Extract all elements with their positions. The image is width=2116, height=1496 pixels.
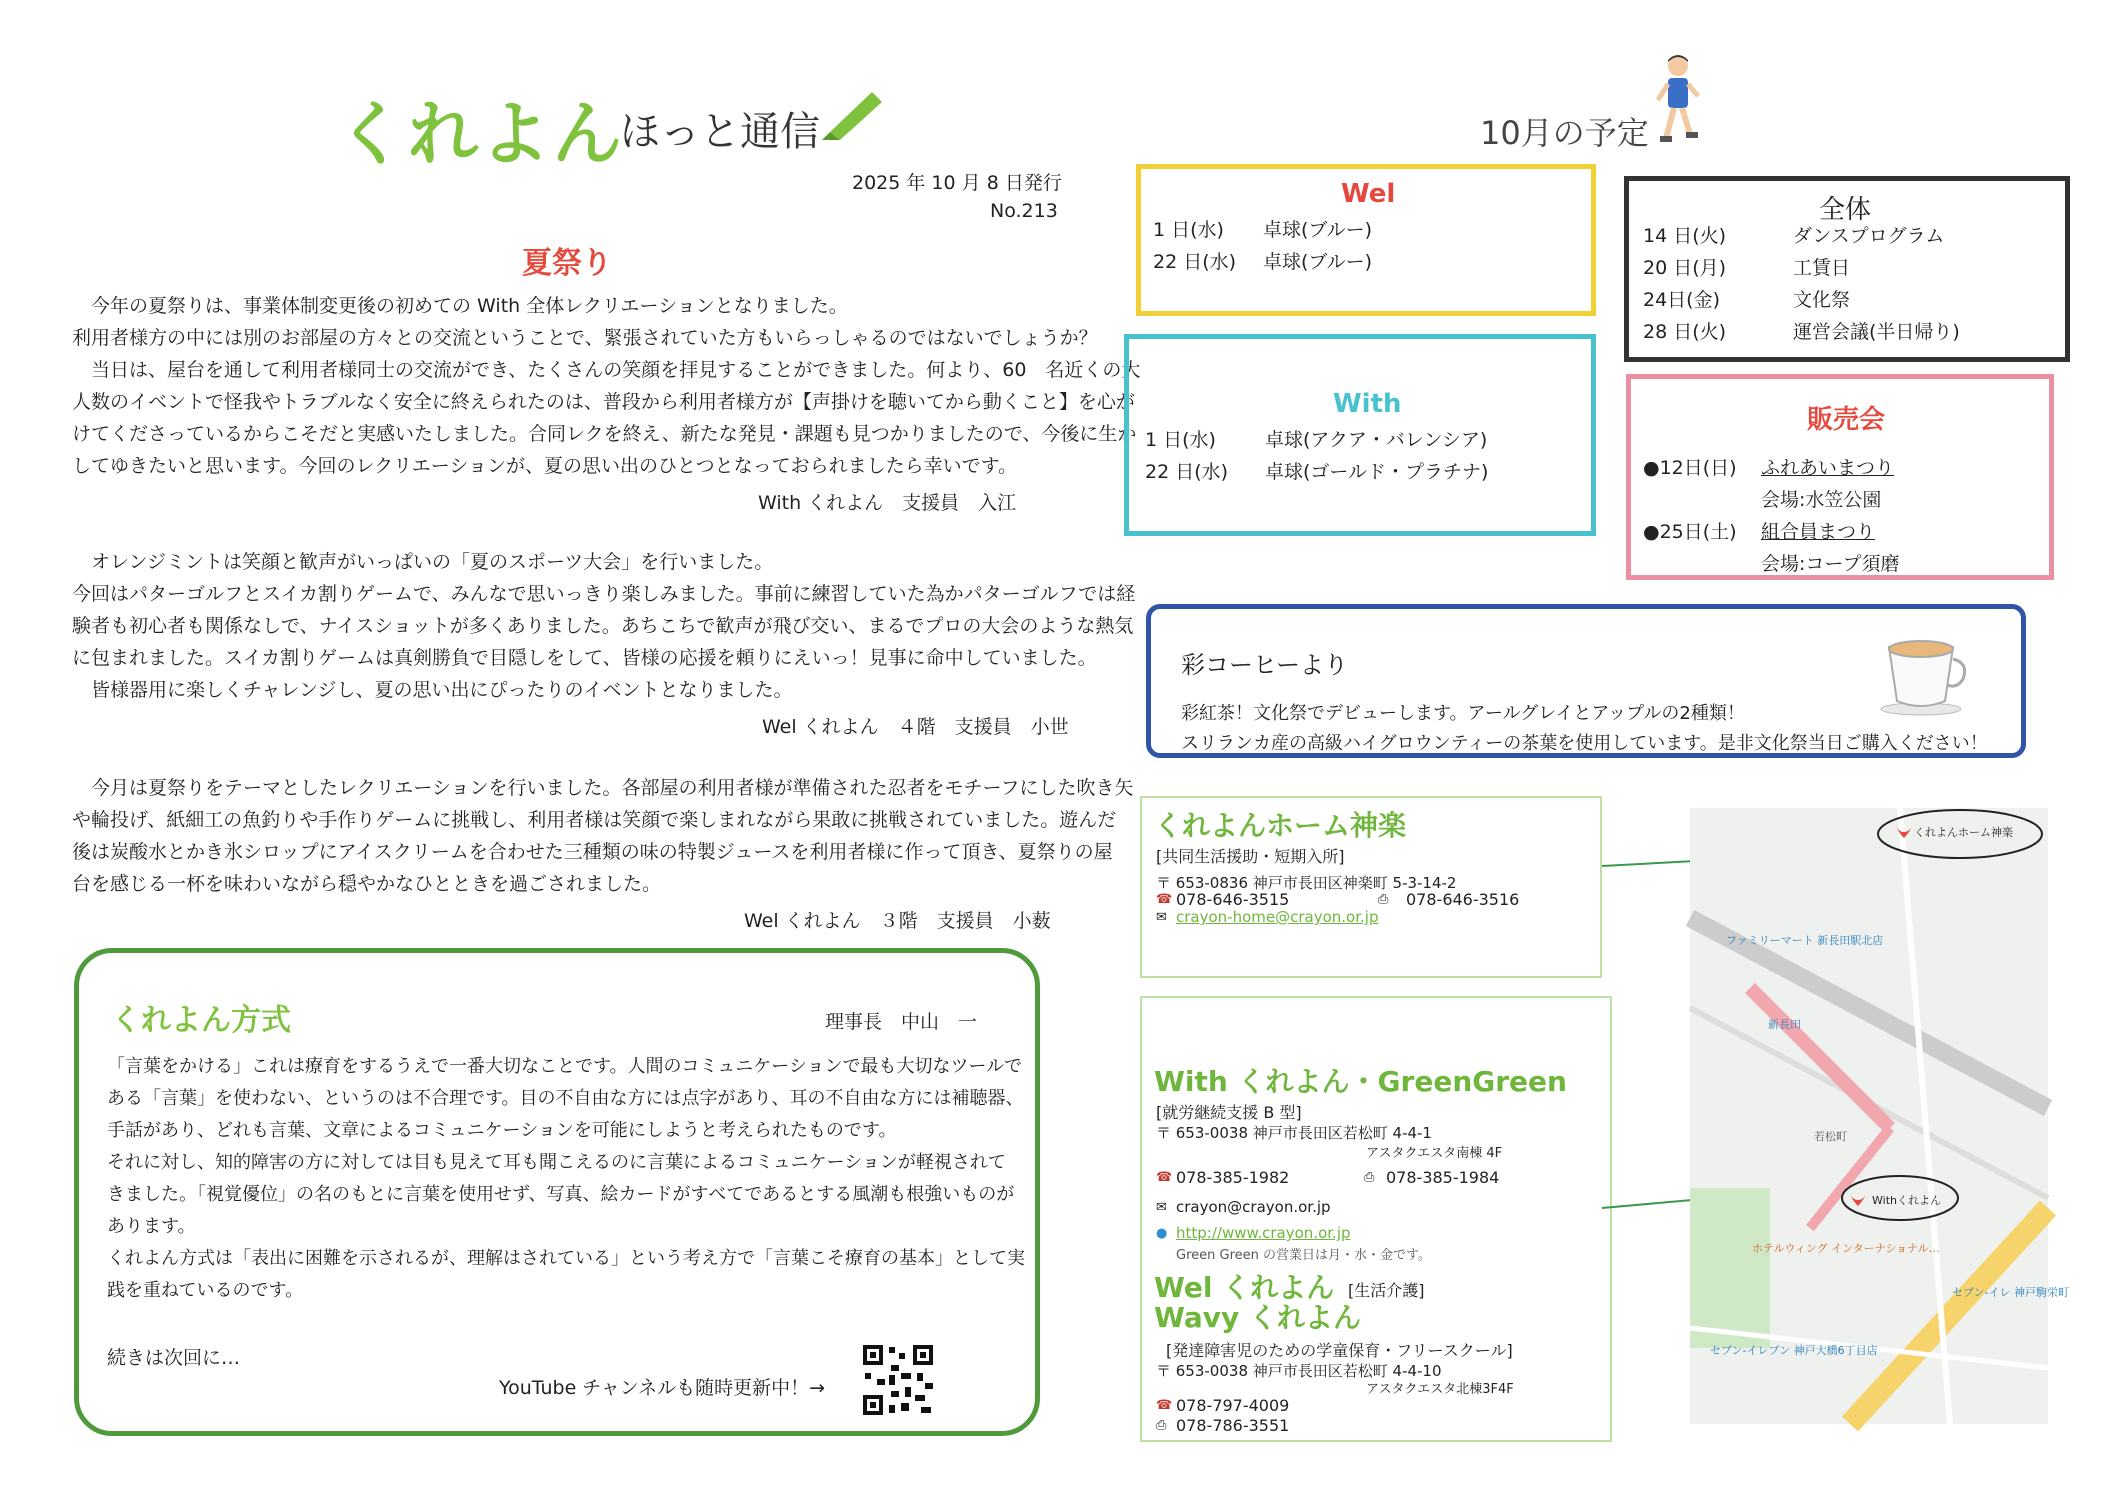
fax-icon: ⎙ [1378,892,1389,907]
with-fac-address: 〒 653-0038 神戸市長田区若松町 4-4-1 [1156,1124,1432,1142]
wel-title: Wel [1341,179,1396,209]
home-email[interactable]: crayon-home@crayon.or.jp [1176,908,1379,926]
coffee-title: 彩コーヒーより [1181,651,1349,679]
wel-fac-building: アスタクエスタ北棟3F4F [1366,1382,1514,1397]
with-fac-email[interactable]: crayon@crayon.or.jp [1176,1198,1331,1216]
wel-schedule-box [1136,164,1596,316]
wel-event-1: 卓球(ブルー) [1263,219,1373,241]
with-fac-url[interactable]: http://www.crayon.or.jp [1176,1224,1351,1242]
signature-3: Wel くれよん ３階 支援員 小薮 [744,910,1051,932]
method-box [74,948,1040,1436]
wel-fac-tel: 078-797-4009 [1176,1396,1290,1415]
method-line: あります。 [107,1216,196,1237]
all-event-3: 文化祭 [1793,289,1851,311]
article-section-3 [72,772,1134,900]
map-label-station: 新長田 [1768,1018,1801,1031]
wel-fac-type: [発達障害児のための学童保育・フリースクール] [1166,1341,1513,1360]
paragraph-line: オレンジミントは笑顔と歓声がいっぱいの「夏のスポーツ大会」を行いました。 [72,551,774,573]
schedule-title: 10月の予定 [1480,114,1649,152]
with-facility-box [1140,996,1612,1442]
crayon-icon [820,80,890,140]
newsletter-subtitle: ほっと通信 [620,109,820,155]
wel-date-2: 22 日(水) [1153,251,1237,273]
paragraph-line: 利用者様方の中には別のお部屋の方々との交流ということで、緊張されていた方もいらっしゃるのではないでしょうか？ [72,327,1098,349]
paragraph-line: 験者も初心者も関係なしで、ナイスショットが多くありました。あちこちで歓声が飛び交い、まるでプロの大会のような熱気 [72,615,1134,637]
issue-number: No.213 [990,200,1058,222]
method-line: きました。「視覚優位」の名のもとに言葉を使用せず、写真、絵カードがすべてであるとする風潮も根強いものが [107,1184,1015,1205]
with-fac-fax: 078-385-1984 [1386,1168,1500,1187]
coffee-line-1: 彩紅茶！文化祭でデビューします。アールグレイとアップルの2種類！ [1181,703,1745,724]
with-title: With [1333,389,1402,419]
with-fac-type: [就労継続支援 B 型] [1156,1103,1302,1122]
article-section-1 [72,290,1140,482]
with-date-2: 22 日(水) [1145,461,1229,483]
all-event-2: 工賃日 [1793,257,1851,279]
map-label-home: くれよんホーム神楽 [1914,826,2013,839]
coffee-box [1146,604,2026,758]
location-map[interactable] [1690,808,2070,1424]
all-date-4: 28 日(火) [1643,321,1727,343]
article-title: 夏祭り [522,246,612,281]
youtube-link[interactable]: YouTube チャンネルも随時更新中！→ [499,1377,826,1399]
runner-icon [1656,52,1700,148]
home-tel: 078-646-3515 [1176,890,1290,909]
mail-icon: ✉ [1156,910,1167,925]
map-label-familymart: ファミリーマート 新長田駅北店 [1726,934,1884,947]
sale-event-1[interactable]: ふれあいまつり [1761,457,1895,479]
sale-venue-1: 会場:水笠公園 [1761,489,1882,511]
map-label-hotel: ホテルウィング インターナショナル… [1752,1242,1940,1255]
map-label-seven-1: セブン-イレブン 神戸大橋6丁目店 [1710,1344,1878,1357]
fax-icon: ⎙ [1364,1170,1375,1185]
all-event-1: ダンスプログラム [1793,225,1945,247]
paragraph-line: してゆきたいと思います。今回のレクリエーションが、夏の思い出のひとつとなっておられましたら幸いです。 [72,455,1018,477]
home-type: [共同生活援助・短期入所] [1156,847,1345,866]
sale-title: 販売会 [1807,405,1886,435]
issue-date: 2025 年 10 月 8 日発行 [852,172,1062,194]
paragraph-line: 台を感じる一杯を味わいながら穏やかなひとときを過ごされました。 [72,873,662,895]
method-line: ある「言葉」を使わない、というのは不合理です。目の不自由な方には点字があり、耳の不自由な方には補聴器、 [107,1088,1024,1109]
wel-event-2: 卓球(ブルー) [1263,251,1373,273]
phone-icon: ☎ [1156,1170,1173,1185]
with-event-2: 卓球(ゴールド・プラチナ) [1265,461,1489,483]
wel-date-1: 1 日(水) [1153,219,1224,241]
home-name: くれよんホーム神楽 [1154,809,1407,842]
mail-icon: ✉ [1156,1200,1167,1215]
paragraph-line: 今回はパターゴルフとスイカ割りゲームで、みんなで思いっきり楽しみました。事前に練習していた為かパターゴルフでは経 [72,583,1136,605]
wel-fac-fax: 078-786-3551 [1176,1416,1290,1435]
with-schedule-box [1124,334,1596,536]
map-label-with: Withくれよん [1872,1194,1941,1207]
article-section-2 [72,546,1135,706]
paragraph-line: 人数のイベントで怪我やトラブルなく安全に終えられたのは、普段から利用者様方が【声掛けを聴いてから動くこと】を心が [72,391,1135,413]
sale-venue-2: 会場:コープ須磨 [1761,553,1900,575]
paragraph-line: 後は炭酸水とかき氷シロップにアイスクリームを合わせた三種類の味の特製ジュースを利用者様に作って頂き、夏祭りの屋 [72,841,1113,863]
paragraph-line: 皆様器用に楽しくチャレンジし、夏の思い出にぴったりのイベントとなりました。 [72,679,793,701]
wavy-fac-name: Wavy くれよん [1154,1301,1362,1334]
all-date-2: 20 日(月) [1643,257,1727,279]
map-label-wakamatsu: 若松町 [1814,1130,1847,1143]
fax-icon: ⎙ [1156,1418,1167,1433]
with-date-1: 1 日(水) [1145,429,1216,451]
paragraph-line: 今年の夏祭りは、事業体制変更後の初めての With 全体レクリエーションとなりました。 [72,295,848,317]
all-date-3: 24日(金) [1643,289,1721,311]
home-fax: 078-646-3516 [1406,890,1520,909]
method-body [107,1051,1027,1307]
paragraph-line: 今月は夏祭りをテーマとしたレクリエーションを行いました。各部屋の利用者様が準備された忍者をモチーフにした吹き矢 [72,777,1134,799]
all-title: 全体 [1819,195,1872,225]
all-schedule-box [1624,176,2070,362]
with-fac-name: With くれよん・GreenGreen [1154,1065,1567,1098]
method-author: 理事長 中山 一 [825,1011,978,1033]
method-line: 践を重ねているのです。 [107,1280,304,1301]
wel-fac-name: Wel くれよん [1154,1271,1335,1304]
continued-note: 続きは次回に… [107,1347,241,1369]
with-event-1: 卓球(アクア・バレンシア) [1265,429,1488,451]
home-address: 〒 653-0836 神戸市長田区神楽町 5-3-14-2 [1156,874,1457,892]
method-line: くれよん方式は「表出に困難を示されるが、理解はされている」という考え方で「言葉こそ療育の基本」として実 [107,1248,1025,1269]
method-line: 「言葉をかける」これは療育をするうえで一番大切なことです。人間のコミュニケーションで最も大切なツールで [107,1056,1023,1077]
logo-kureyon: くれよん [336,93,624,175]
method-line: それに対し、知的障害の方に対しては目も見えて耳も聞こえるのに言葉によるコミュニケーションが軽視されて [107,1152,1006,1173]
phone-icon: ☎ [1156,1398,1173,1413]
signature-2: Wel くれよん ４階 支援員 小世 [762,716,1069,738]
sale-date-1: ●12日(日) [1643,457,1737,479]
with-fac-tel: 078-385-1982 [1176,1168,1290,1187]
map-label-seven-2: セブン-イレ 神戸駒栄町 [1952,1286,2070,1299]
home-facility-box [1140,796,1602,978]
wel-fac-tag: [生活介護] [1348,1281,1425,1300]
signature-1: With くれよん 支援員 入江 [758,492,1017,514]
paragraph-line: けてくださっているからこそだと実感いたしました。合同レクを終え、新たな発見・課題も見つかりましたので、今後に生か [72,423,1137,445]
globe-icon: ● [1156,1226,1168,1241]
coffee-line-2: スリランカ産の高級ハイグロウンティーの茶葉を使用しています。是非文化祭当日ご購入ください！ [1181,733,1988,754]
qr-code-icon[interactable] [861,1343,935,1417]
paragraph-line: 当日は、屋台を通して利用者様同士の交流ができ、たくさんの笑顔を拝見することができました。何より、60 名近くの大 [72,359,1141,381]
method-line: 手話があり、どれも言葉、文章によるコミュニケーションを可能にしようと考えられたものです。 [107,1120,897,1141]
all-event-4: 運営会議(半日帰り) [1793,321,1960,343]
phone-icon: ☎ [1156,892,1173,907]
paragraph-line: に包まれました。スイカ割りゲームは真剣勝負で目隠しをして、皆様の応援を頼りにえいっ！見事に命中していました。 [72,647,1097,669]
with-fac-building: アスタクエスタ南棟 4F [1366,1146,1503,1161]
tea-cup-icon [1871,627,1971,717]
all-date-1: 14 日(火) [1643,225,1727,247]
with-fac-note: Green Green の営業日は月・水・金です。 [1176,1248,1431,1263]
wel-fac-address: 〒 653-0038 神戸市長田区若松町 4-4-10 [1156,1362,1442,1380]
sale-event-2[interactable]: 組合員まつり [1761,521,1876,543]
sale-date-2: ●25日(土) [1643,521,1737,543]
method-title: くれよん方式 [111,1003,291,1038]
sale-schedule-box [1626,374,2054,580]
map-roads [1690,808,2048,1424]
paragraph-line: や輪投げ、紙細工の魚釣りや手作りゲームに挑戦し、利用者様は笑顔で楽しまれながら果敢に挑戦されていました。遊んだ [72,809,1117,831]
